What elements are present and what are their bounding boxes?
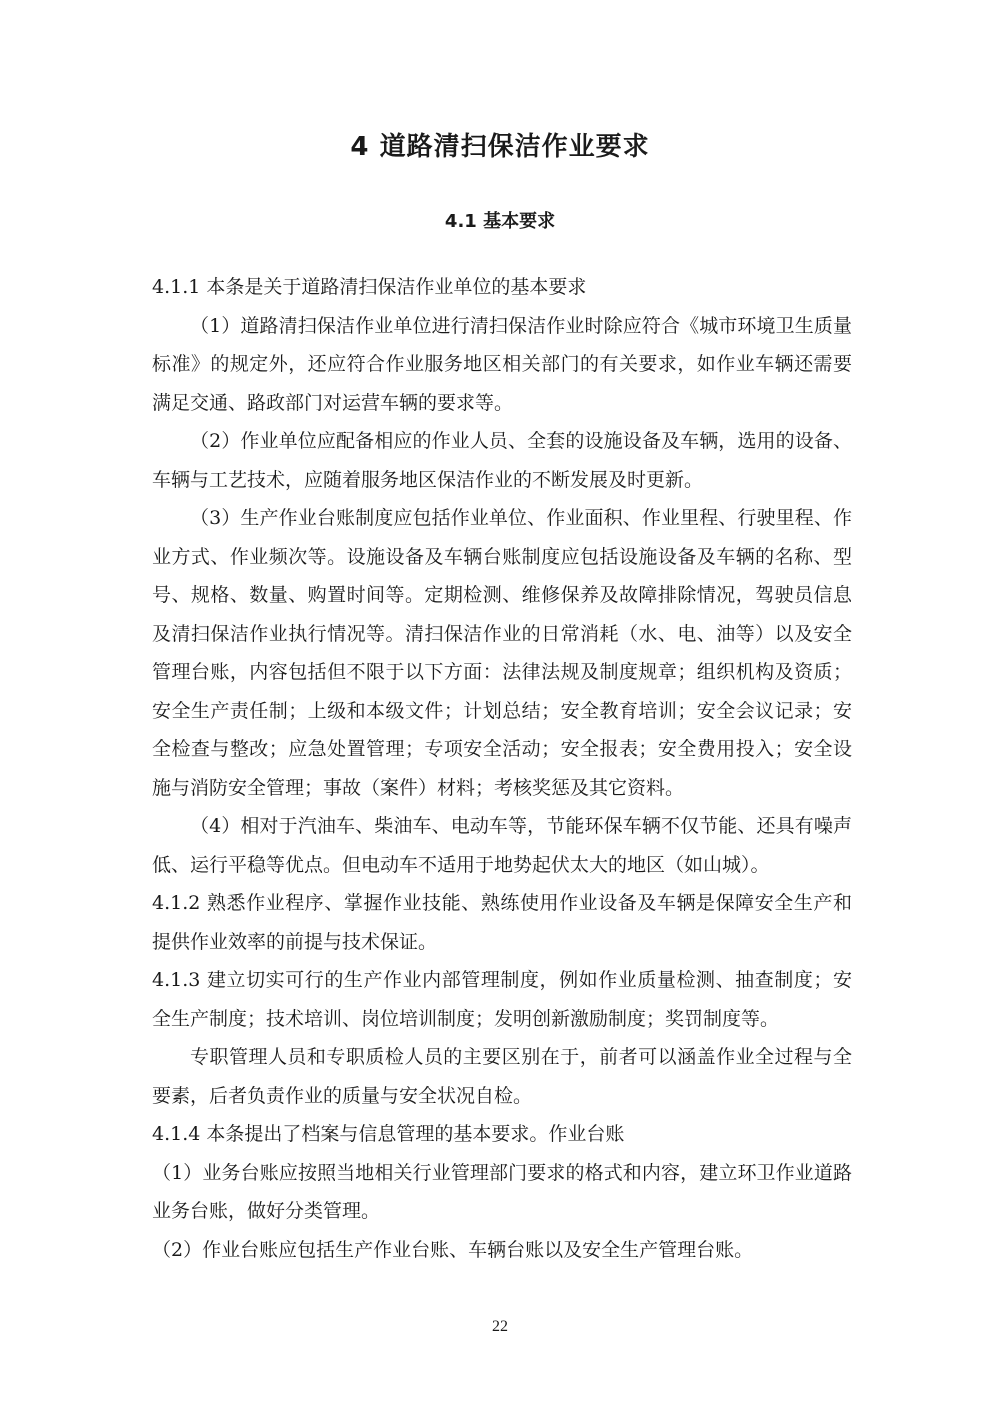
clause-4-1-1-item-4: （4）相对于汽油车、柴油车、电动车等，节能环保车辆不仅节能、还具有噪声低、运行平稳等优点。但电动车不适用于地势起伏太大的地区（如山城）。 <box>152 815 852 876</box>
clause-4-1-3-note: 专职管理人员和专职质检人员的主要区别在于，前者可以涵盖作业全过程与全要素，后者负责作业的质量与安全状况自检。 <box>152 1046 852 1107</box>
clause-4-1-4-item-1: （1）业务台账应按照当地相关行业管理部门要求的格式和内容，建立环卫作业道路业务台账，做好分类管理。 <box>152 1161 852 1222</box>
clause-4-1-3: 4.1.3 建立切实可行的生产作业内部管理制度，例如作业质量检测、抽查制度；安全生产制度；技术培训、岗位培训制度；发明创新激励制度；奖罚制度等。 <box>152 969 852 1030</box>
clause-4-1-4: 4.1.4 本条提出了档案与信息管理的基本要求。作业台账 <box>152 1123 625 1145</box>
section-title: 4.1 基本要求 <box>444 211 556 232</box>
chapter-title: 4 道路清扫保洁作业要求 <box>350 132 650 162</box>
clause-4-1-4-item-2: （2）作业台账应包括生产作业台账、车辆台账以及安全生产管理台账。 <box>152 1238 754 1261</box>
clause-4-1-1-item-2: （2）作业单位应配备相应的作业人员、全套的设施设备及车辆，选用的设备、车辆与工艺技术，应随着服务地区保洁作业的不断发展及时更新。 <box>152 430 852 491</box>
clause-4-1-1-item-1: （1）道路清扫保洁作业单位进行清扫保洁作业时除应符合《城市环境卫生质量标准》的规定外，还应符合作业服务地区相关部门的有关要求，如作业车辆还需要满足交通、路政部门对运营车辆的要求等。 <box>152 314 852 414</box>
clause-4-1-2: 4.1.2 熟悉作业程序、掌握作业技能、熟练使用作业设备及车辆是保障安全生产和提供作业效率的前提与技术保证。 <box>152 892 852 953</box>
body-text <box>152 268 852 1269</box>
page-number: 22 <box>492 1318 508 1335</box>
clause-4-1-1-item-3: （3）生产作业台账制度应包括作业单位、作业面积、作业里程、行驶里程、作业方式、作业频次等。设施设备及车辆台账制度应包括设施设备及车辆的名称、型号、规格、数量、购置时间等。定期检测、维修保养及故障排除情况，驾驶员信息及清扫保洁作业执行情况等。清扫保洁作业的日常消耗（水、电、油等）以及安全管理台账，内容包括但不限于以下方面：法律法规及制度规章；组织机构及资质；安全生产责任制；上级和本级文件；计划总结；安全教育培训；安全会议记录；安全检查与整改；应急处置管理；专项安全活动；安全报表；安全费用投入；安全设施与消防安全管理；事故（案件）材料；考核奖惩及其它资料。 <box>152 507 852 799</box>
clause-4-1-1: 4.1.1 本条是关于道路清扫保洁作业单位的基本要求 <box>152 276 587 298</box>
